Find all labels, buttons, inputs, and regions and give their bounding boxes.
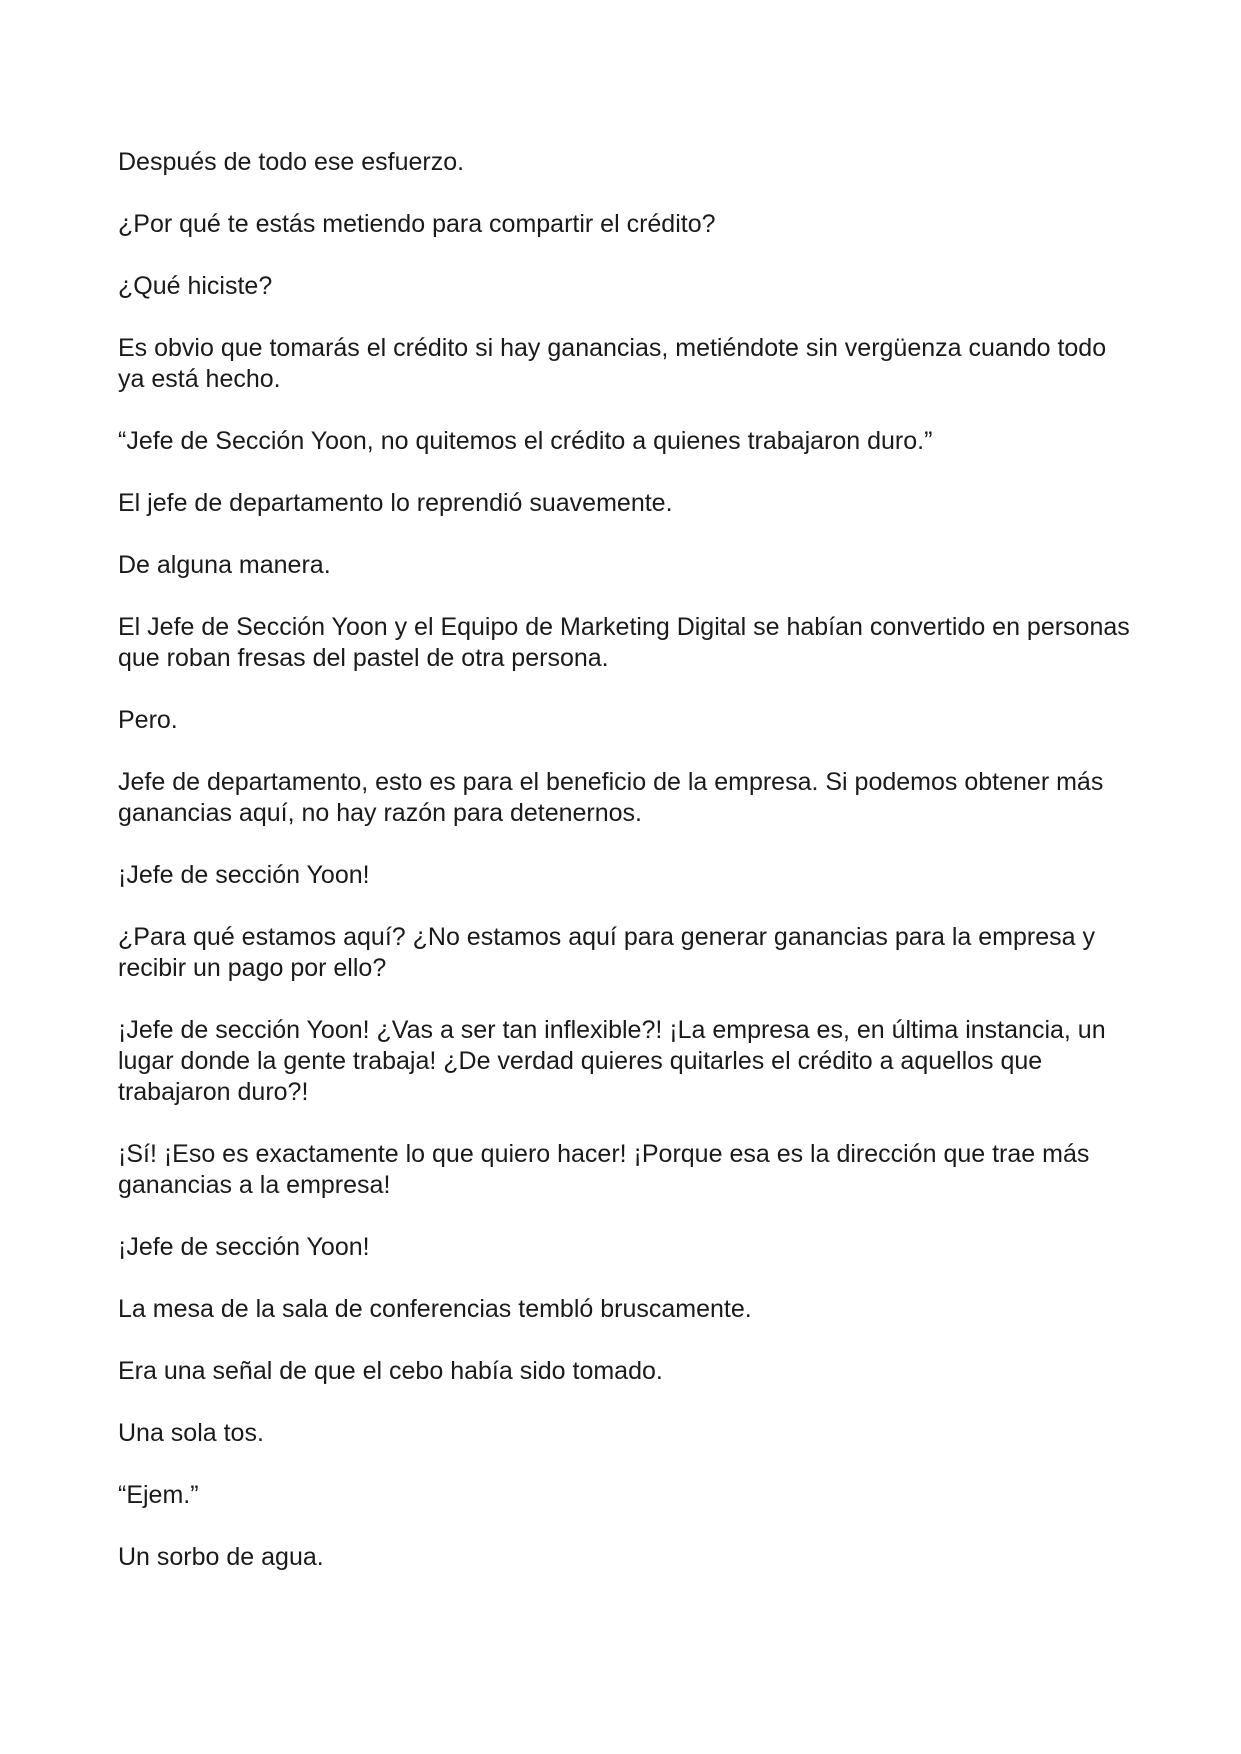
- paragraph: La mesa de la sala de conferencias tembló bruscamente.: [118, 1295, 752, 1323]
- paragraph: “Ejem.”: [118, 1481, 199, 1509]
- paragraph: Era una señal de que el cebo había sido tomado.: [118, 1357, 663, 1385]
- paragraph: Un sorbo de agua.: [118, 1543, 324, 1571]
- paragraph: ¡Jefe de sección Yoon!: [118, 861, 370, 889]
- paragraph: El jefe de departamento lo reprendió suavemente.: [118, 489, 673, 517]
- paragraph: El Jefe de Sección Yoon y el Equipo de Marketing Digital se habían convertido en personas que roban fresas del pastel de otra persona.: [118, 613, 1130, 672]
- paragraph: ¿Para qué estamos aquí? ¿No estamos aquí para generar ganancias para la empresa y recibir un pago por ello?: [118, 923, 1095, 982]
- paragraph: ¿Por qué te estás metiendo para compartir el crédito?: [118, 210, 716, 238]
- paragraph: ¡Jefe de sección Yoon! ¿Vas a ser tan inflexible?! ¡La empresa es, en última instancia, un lugar donde la gente trabaja! ¿De verdad quieres quitarles el crédito a aquellos que trabajaron duro?!: [118, 1016, 1106, 1106]
- paragraph: “Jefe de Sección Yoon, no quitemos el crédito a quienes trabajaron duro.”: [118, 427, 933, 455]
- paragraph: De alguna manera.: [118, 551, 331, 579]
- paragraph: Es obvio que tomarás el crédito si hay ganancias, metiéndote sin vergüenza cuando todo ya está hecho.: [118, 334, 1107, 393]
- paragraph: ¡Sí! ¡Eso es exactamente lo que quiero hacer! ¡Porque esa es la dirección que trae más ganancias a la empresa!: [118, 1140, 1090, 1199]
- paragraph: Pero.: [118, 706, 178, 734]
- paragraph: Una sola tos.: [118, 1419, 264, 1447]
- paragraph: Después de todo ese esfuerzo.: [118, 148, 465, 176]
- document-body: [118, 147, 1138, 1604]
- paragraph: ¿Qué hiciste?: [118, 272, 273, 300]
- paragraph: Jefe de departamento, esto es para el beneficio de la empresa. Si podemos obtener más ganancias aquí, no hay razón para detenernos.: [118, 768, 1104, 827]
- paragraph: ¡Jefe de sección Yoon!: [118, 1233, 370, 1261]
